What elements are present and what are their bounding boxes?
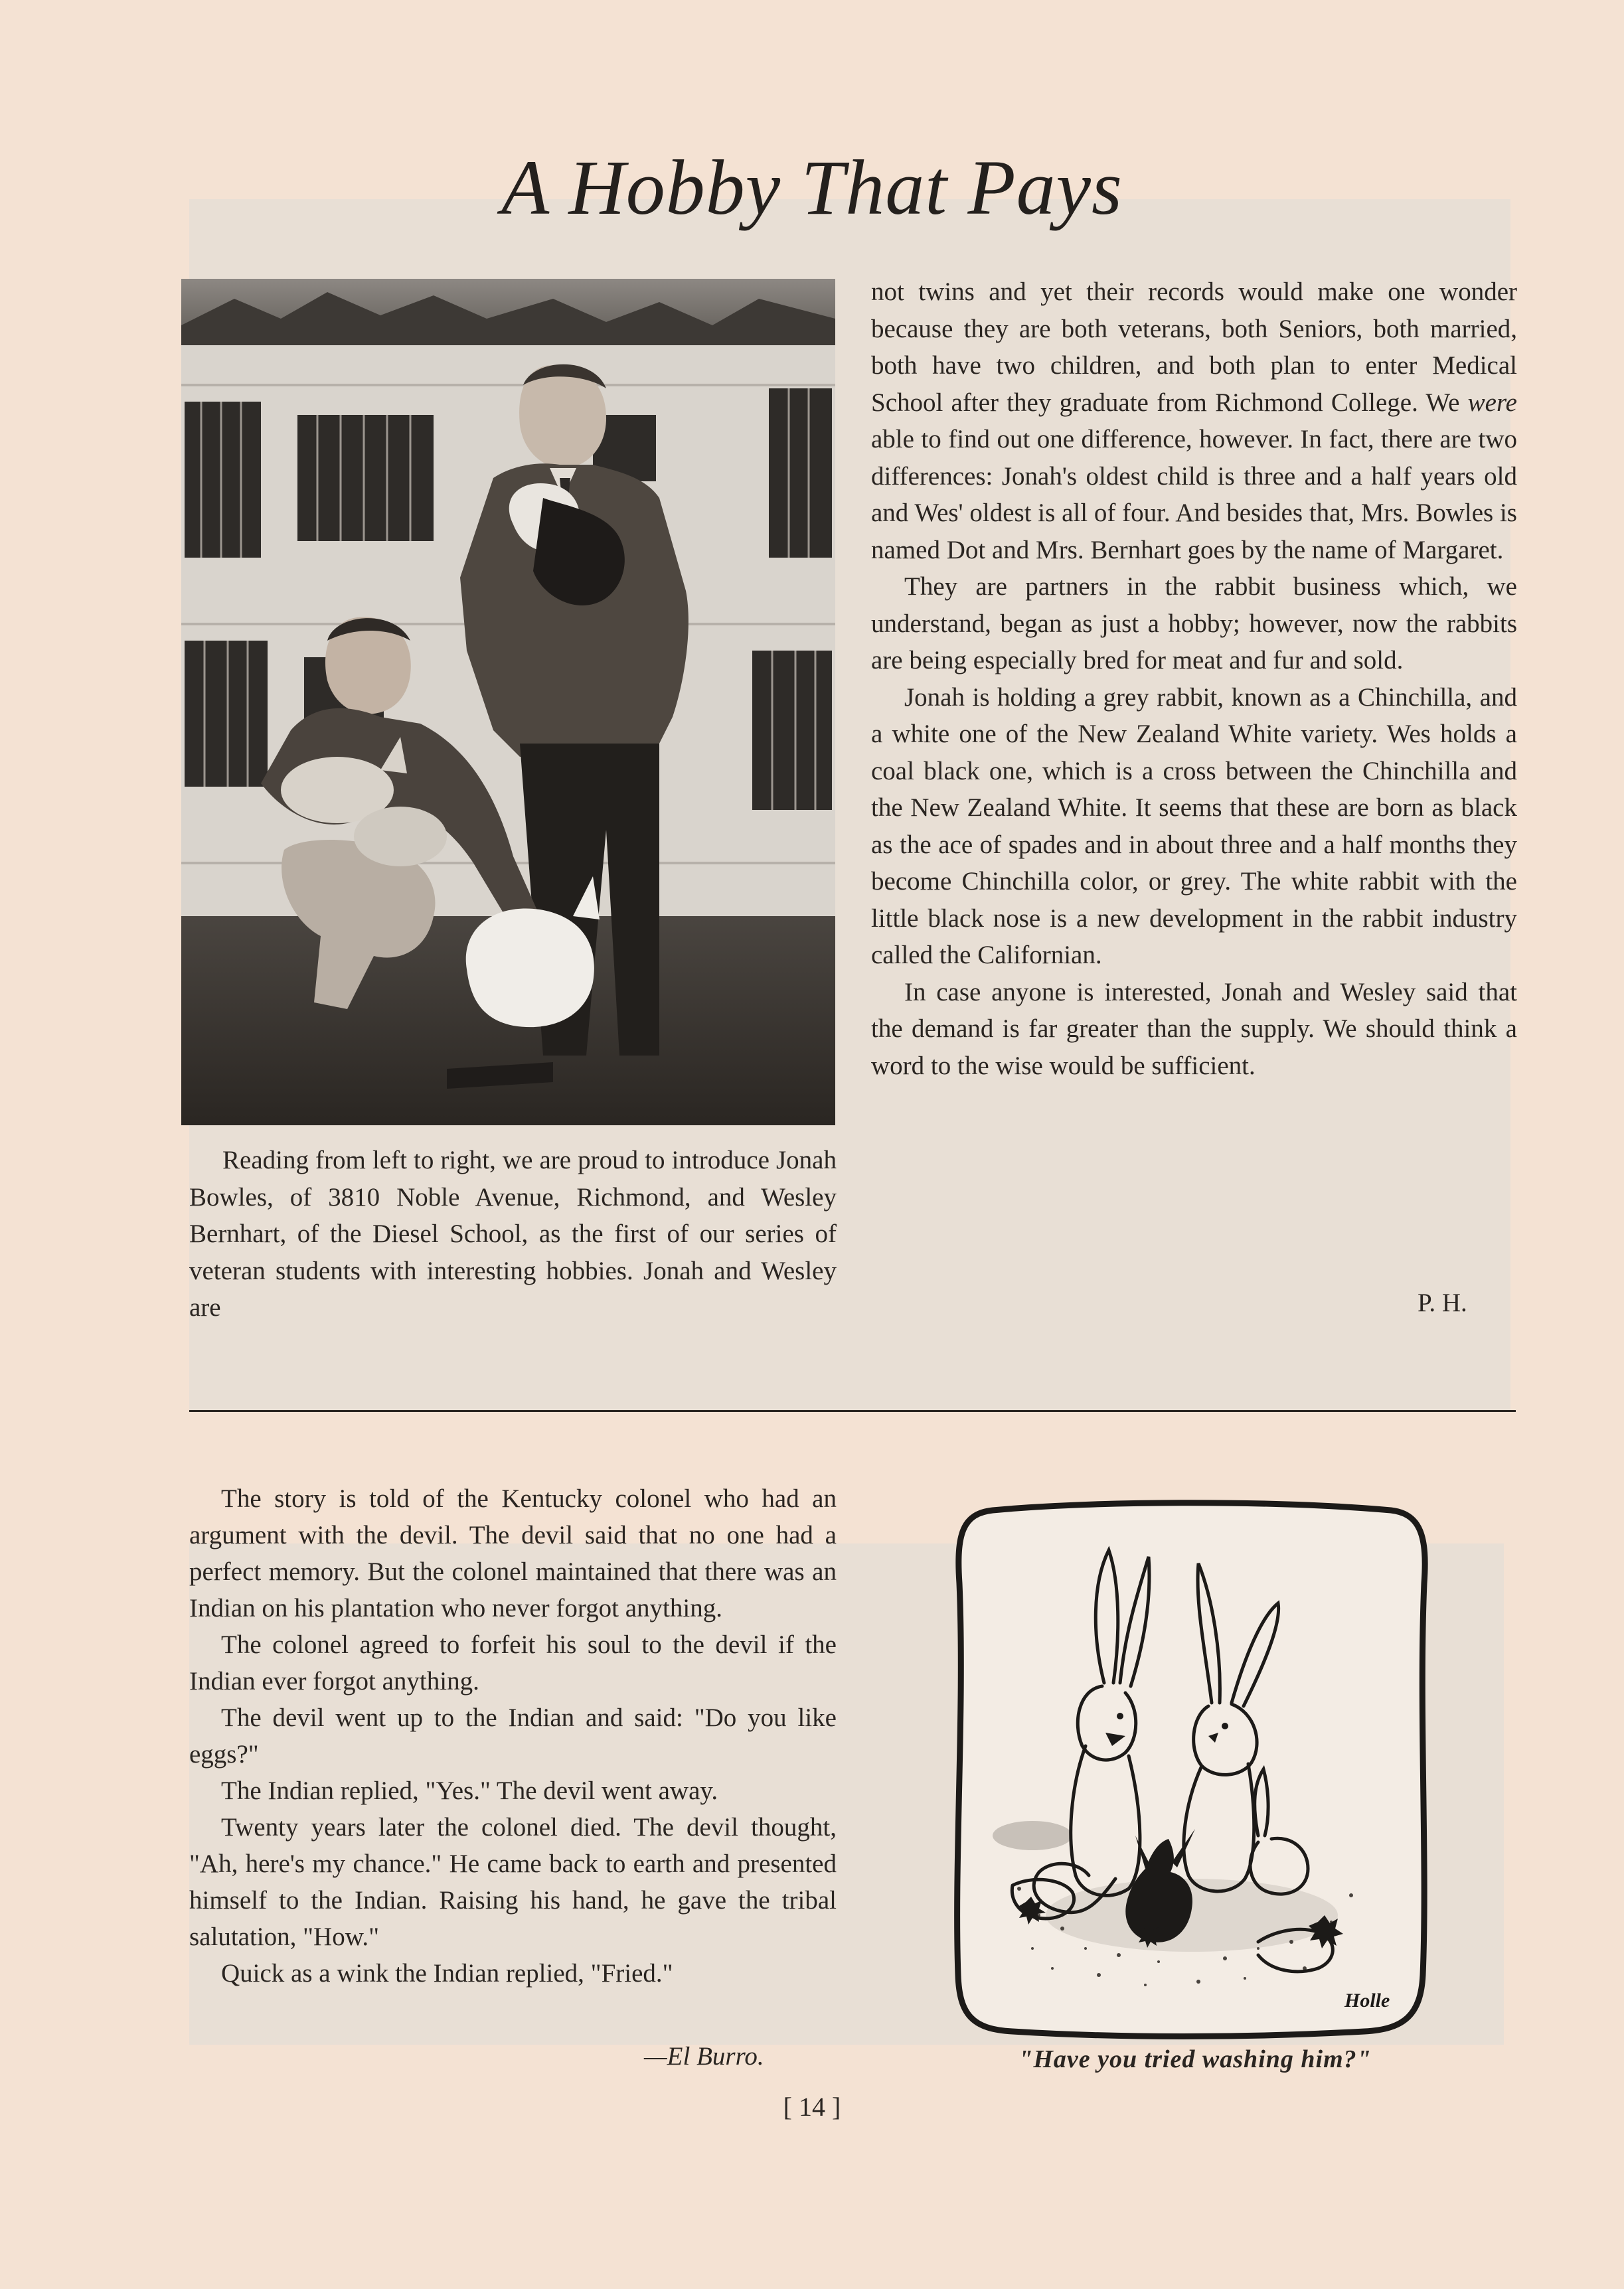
page-number: [ 14 ] <box>783 2092 841 2122</box>
section-divider <box>189 1410 1516 1412</box>
article-title: A Hobby That Pays <box>501 144 1123 231</box>
photo-caption-paragraph <box>189 1142 837 1326</box>
story-paragraph: The story is told of the Kentucky colonel who had an argument with the devil. The devil said that no one had a perfect memory. But the colonel maintained that there was an Indian on his plantation who never forgot anything. <box>189 1484 837 1622</box>
cartoon-caption: "Have you tried washing him?" <box>1018 2045 1372 2073</box>
rabbit-breeders-photo <box>181 279 835 1125</box>
story-paragraph: Twenty years later the colonel died. The devil thought, "Ah, here's my chance." He came back to earth and presented himself to the Indian. Raising his hand, he gave the tribal salutation, "How." <box>189 1813 837 1951</box>
article-paragraph: They are partners in the rabbit business which, we understand, began as just a hobby; however, now the rabbits are being especially bred for meat and fur and sold. <box>871 572 1517 674</box>
story-paragraph: The colonel agreed to forfeit his soul to the devil if the Indian ever forgot anything. <box>189 1630 837 1696</box>
story-paragraph: Quick as a wink the Indian replied, "Fried." <box>221 1959 673 1988</box>
article-paragraph: Jonah is holding a grey rabbit, known as a Chinchilla, and a white one of the New Zealand White variety. Wes holds a coal black one, which is a cross between the Chinchilla and the New Zealand White. It seems that these are born as black as the ace of spades and in about three and a half months they become Chinchilla color, or grey. The white rabbit with the little black nose is a new development in the rabbit industry called the Californian. <box>871 682 1517 969</box>
article-paragraph: not twins and yet their records would make one wonder because they are both veterans, both Seniors, both married, both have two children, and both plan to enter Medical School after they graduate from Richmond College. We were able to find out one difference, however. In fact, there are two differences: Jonah's oldest child is three and a half years old and Wes' oldest is all of four. And besides that, Mrs. Bowles is named Dot and Mrs. Bernhart goes by the name of Margaret. <box>871 277 1517 564</box>
article-body-column <box>871 274 1517 1084</box>
article-paragraph: In case anyone is interested, Jonah and Wesley said that the demand is far greater than the supply. We should think a word to the wise would be sufficient. <box>871 977 1517 1080</box>
author-initials: P. H. <box>1418 1289 1467 1317</box>
colonel-story <box>189 1480 837 1992</box>
story-paragraph: The devil went up to the Indian and said: "Do you like eggs?" <box>189 1703 837 1769</box>
rabbit-cartoon <box>946 1490 1434 2041</box>
caption-text: Reading from left to right, we are proud to introduce Jonah Bowles, of 3810 Noble Avenue, Richmond, and Wesley Bernhart, of the Diesel School, as the first of our series of veteran students with interesting hobbies. Jonah and Wesley are <box>189 1146 837 1322</box>
cartoonist-signature: Holle <box>1344 1990 1390 2012</box>
story-source: —El Burro. <box>644 2042 764 2071</box>
emphasis-word: were <box>1467 388 1517 417</box>
story-paragraph: The Indian replied, "Yes." The devil went away. <box>221 1776 718 1805</box>
